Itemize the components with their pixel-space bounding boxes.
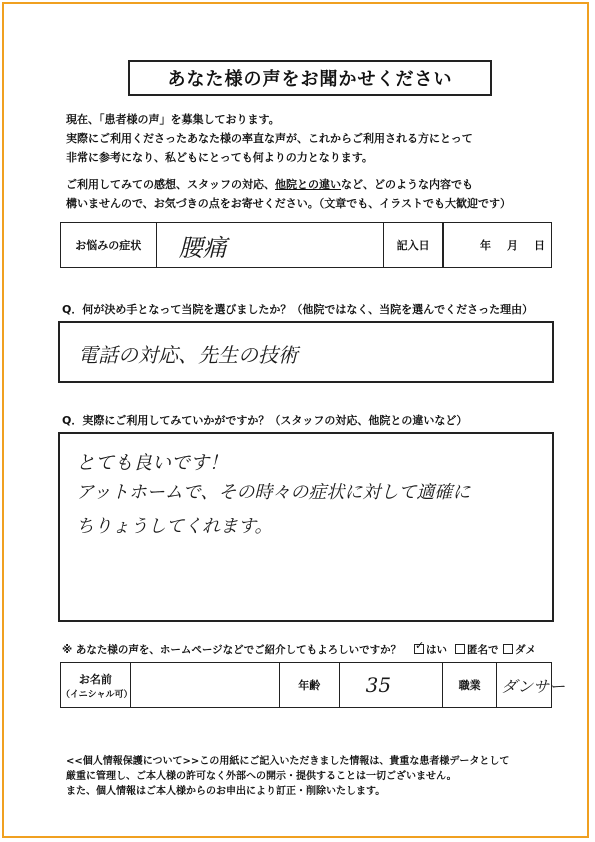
question-2: Q．実際にご利用してみていかがですか？（スタッフの対応、他院との違いなど） <box>62 414 468 427</box>
privacy-line: また、個人情報はご本人様からのお申出により訂正・削除いたします。 <box>66 786 386 797</box>
consent-option-no[interactable] <box>503 642 536 657</box>
intro-line-part: ご利用してみての感想、スタッフの対応、 <box>66 178 275 191</box>
consent-option-yes[interactable] <box>414 639 447 657</box>
name-field[interactable] <box>131 663 280 707</box>
privacy-notice <box>66 754 566 799</box>
symptom-label: お悩みの症状 <box>61 223 157 267</box>
symptom-row <box>60 222 552 268</box>
answer-2-box[interactable] <box>58 432 554 622</box>
age-field[interactable] <box>340 663 444 707</box>
consent-option-anonymous[interactable] <box>455 642 499 657</box>
date-label: 記入日 <box>384 223 444 267</box>
intro-line: 現在、「患者様の声」を募集しております。 <box>66 113 280 126</box>
age-value: 35 <box>365 673 392 697</box>
name-label-cell <box>61 663 131 707</box>
job-label: 職業 <box>443 663 497 707</box>
consent-yes-label: はい <box>426 644 447 656</box>
consent-no-label: ダメ <box>515 644 536 656</box>
age-label: 年齢 <box>280 663 340 707</box>
checkbox[interactable] <box>455 644 465 654</box>
day-label: 日 <box>534 239 546 252</box>
checkbox[interactable] <box>503 644 513 654</box>
month-label: 月 <box>507 239 519 252</box>
checkbox-checked[interactable]: ✓ <box>415 639 425 652</box>
answer-2-line: とても良いです！ <box>76 452 229 474</box>
answer-1-text: 電話の対応、先生の技術 <box>78 343 298 367</box>
privacy-line: 厳重に管理し、ご本人様の許可なく外部への開示・提供することは一切ございません。 <box>66 771 457 782</box>
intro-underlined: 他院との違い <box>275 178 341 191</box>
intro-text <box>66 110 566 213</box>
intro-line <box>66 175 566 194</box>
consent-question: ※ あなた様の声を、ホームページなどでご紹介してもよろしいですか？ <box>62 644 402 656</box>
answer-2-line: アットホームで、その時々の症状に対して適確に <box>76 482 471 503</box>
job-field[interactable] <box>497 663 566 707</box>
consent-anon-label: 匿名で <box>467 644 499 656</box>
symptom-field[interactable] <box>157 223 384 267</box>
name-sublabel: （イニシャル可） <box>61 689 133 700</box>
intro-line: 構いませんので、お気づきの点をお寄せください。（文章でも、イラストでも大歓迎です） <box>66 197 511 210</box>
intro-line-part: など、どのような内容でも <box>341 178 473 191</box>
question-1: Q．何が決め手となって当院を選びましたか？（他院ではなく、当院を選んでくださった理由） <box>62 303 534 316</box>
page-title: あなた様の声をお聞かせください <box>128 60 492 96</box>
privacy-line: <<個人情報保護について>>この用紙にご記入いただきました情報は、貴重な患者様データとして <box>66 756 510 767</box>
intro-line: 非常に参考になり、私どもにとっても何よりの力となります。 <box>66 151 373 164</box>
date-field[interactable] <box>443 223 551 267</box>
job-value: ダンサー <box>500 676 566 696</box>
symptom-value: 腰痛 <box>178 233 227 262</box>
answer-1-box[interactable] <box>58 321 554 383</box>
intro-line: 実際にご利用くださったあなた様の率直な声が、これからご利用される方にとって <box>66 132 473 145</box>
answer-2-line: ちりょうしてくれます。 <box>76 516 273 537</box>
name-label: お名前 <box>78 672 112 686</box>
year-label: 年 <box>480 239 492 252</box>
info-row <box>60 662 566 708</box>
